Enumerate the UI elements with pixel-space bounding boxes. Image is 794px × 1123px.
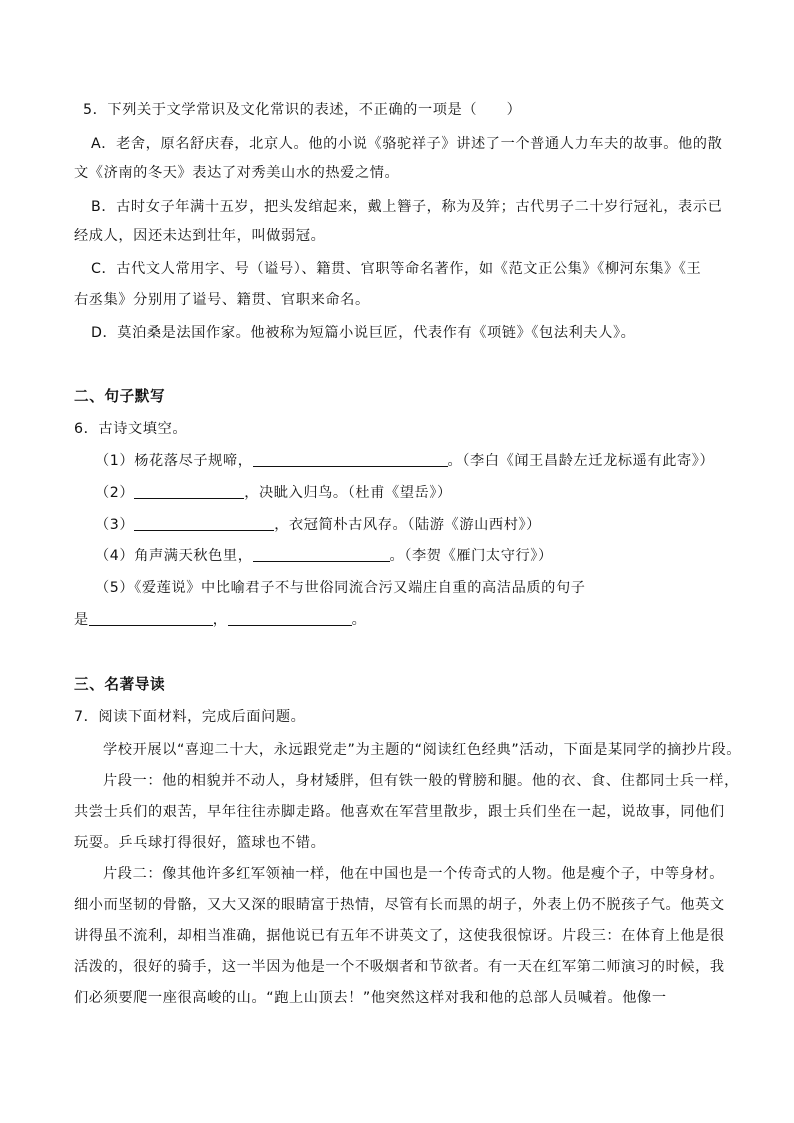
q7-excerpt-1-line1: 片段一：他的相貌并不动人，身材矮胖，但有铁一般的臂膀和腿。他的衣、食、住都同士兵一样， [103,773,739,789]
q6-item-1-prefix: （1）杨花落尽子规啼， [95,453,253,469]
q6-item-4-suffix: 。（李贺《雁门太守行》） [389,548,553,564]
q6-item-5-blank-2[interactable] [228,611,352,626]
q5-stem: 5．下列关于文学常识及文化常识的表述，不正确的一项是（ ） [83,102,522,118]
q6-item-5-blank-1[interactable] [89,611,213,626]
q5-option-b-line1: B．古时女子年满十五岁，把头发绾起来，戴上簪子，称为及笄；古代男子二十岁行冠礼，表示已 [91,199,723,215]
q6-item-2-suffix: ，决眦入归鸟。（杜甫《望岳》） [244,485,452,501]
q6-item-1-suffix: 。（李白《闻王昌龄左迁龙标遥有此寄》） [447,453,715,469]
q5-option-d: D．莫泊桑是法国作家。他被称为短篇小说巨匠，代表作有《项链》《包法利夫人》。 [91,325,636,341]
q5-option-a-line1: A．老舍，原名舒庆春，北京人。他的小说《骆驼祥子》讲述了一个普通人力车夫的故事。他的散 [91,136,723,152]
q6-item-1 [95,451,794,471]
q6-stem: 6．古诗文填空。 [74,421,188,437]
q7-excerpt-2-line1: 片段二：像其他许多红军领袖一样，他在中国也是一个传奇式的人物。他是瘦个子，中等身材。 [103,866,725,882]
q7-excerpt-1-line3: 玩耍。乒乓球打得很好，篮球也不错。 [74,835,326,851]
section-heading-sentence-dictation: 二、句子默写 [74,388,166,405]
q6-item-5-separator: ， [212,612,228,628]
q5-option-c-line2: 右丞集》分别用了谥号、籍贯、官职来命名。 [74,292,370,308]
q6-item-5-line1: （5）《爱莲说》中比喻君子不与世俗同流合污又端庄自重的高洁品质的句子 [95,580,586,596]
q6-item-5-line2 [74,610,794,630]
q7-excerpt-3-line1: 活泼的，很好的骑手，这一半因为他是一个不吸烟者和节欲者。有一天在红军第二师演习的时候，我 [74,959,725,975]
q6-item-5-suffix: 。 [351,612,367,628]
q6-item-3-suffix: ，衣冠简朴古风存。（陆游《游山西村》） [274,517,541,533]
q5-option-b-line2: 经成人，因还未达到壮年，叫做弱冠。 [74,228,326,244]
q6-item-5-prefix: 是 [74,612,89,628]
q7-excerpt-2-line2: 细小而坚韧的骨骼，又大又深的眼睛富于热情，尽管有长而黑的胡子，外表上仍不脱孩子气。他英文 [74,897,725,913]
q7-excerpt-1-line2: 共尝士兵们的艰苦，早年往往赤脚走路。他喜欢在军营里散步，跟士兵们坐在一起，说故事，同他们 [74,804,725,820]
q6-item-4 [95,546,794,566]
q6-item-1-blank[interactable] [253,452,448,467]
q6-item-3 [95,515,794,535]
q6-item-4-prefix: （4）角声满天秋色里， [95,548,253,564]
q6-item-3-blank[interactable] [134,516,274,531]
q7-stem: 7．阅读下面材料，完成后面问题。 [74,709,306,725]
q7-excerpt-2-line3: 讲得虽不流利，却相当准确，据他说已有五年不讲英文了，这使我很惊讶。片段三：在体育上他是很 [74,928,725,944]
q6-item-3-prefix: （3） [95,517,135,533]
q7-intro: 学校开展以“喜迎二十大，永远跟党走”为主题的“阅读红色经典”活动，下面是某同学的摘抄片段。 [103,742,742,758]
q6-item-2 [95,483,794,503]
q5-option-c-line1: C．古代文人常用字、号（谥号）、籍贯、官职等命名著作，如《范文正公集》《柳河东集》《王 [91,261,702,277]
q5-option-a-line2: 文《济南的冬天》表达了对秀美山水的热爱之情。 [74,165,400,181]
section-heading-classics-guide: 三、名著导读 [74,676,166,693]
q6-item-2-blank[interactable] [134,484,244,499]
q6-item-2-prefix: （2） [95,485,135,501]
q6-item-4-blank[interactable] [253,547,390,562]
q7-excerpt-3-line2: 们必须要爬一座很高峻的山。“跑上山顶去！”他突然这样对我和他的总部人员喊着。他像一 [74,990,667,1006]
